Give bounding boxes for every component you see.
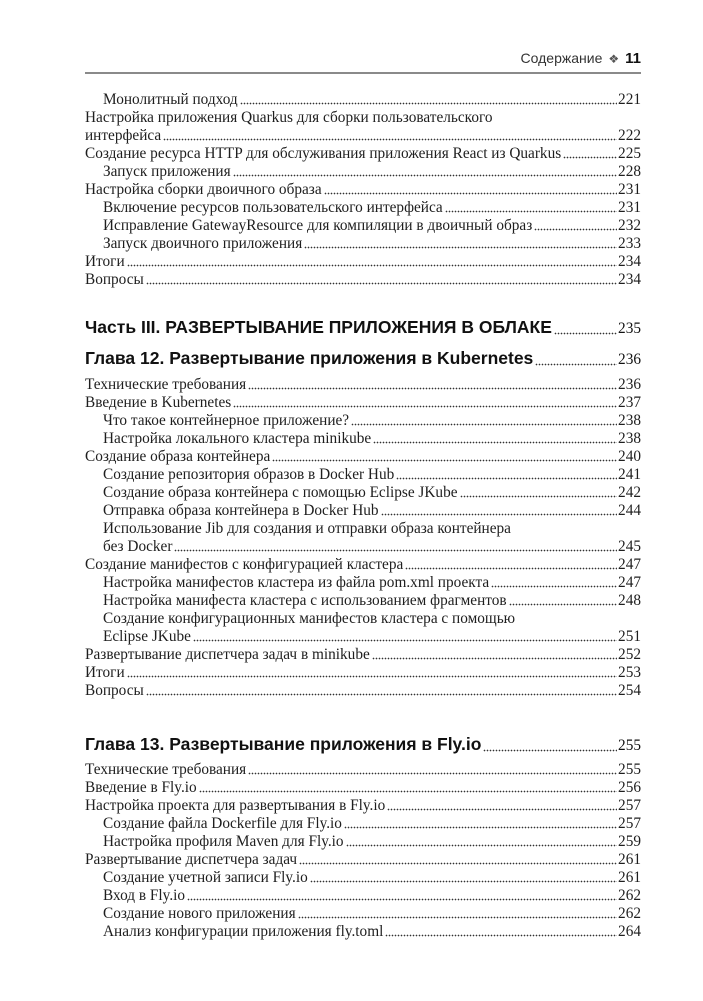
- dot-leader: [445, 209, 617, 213]
- toc-entry-text: Создание конфигурационных манифестов кластера с помощью: [103, 610, 516, 627]
- page-number: 11: [625, 50, 641, 67]
- toc-entry[interactable]: [85, 448, 641, 466]
- dot-leader: [248, 386, 617, 390]
- toc-entry-page: 252: [618, 646, 641, 663]
- dot-leader: [298, 915, 617, 919]
- chapter-13-entries: [85, 761, 641, 941]
- toc-entry[interactable]: [85, 271, 641, 289]
- toc-entry-page: 247: [618, 574, 641, 591]
- toc-entry-text: Создание образа контейнера: [85, 448, 271, 465]
- toc-entry-text: Создание манифестов с конфигурацией кластера: [85, 556, 404, 573]
- toc-entry[interactable]: [85, 779, 641, 797]
- toc-entry[interactable]: [85, 646, 641, 664]
- chapter-title: Глава 13. Развертывание приложения в Fly.io: [85, 734, 482, 754]
- toc-entry-line: [85, 520, 641, 538]
- part-3-heading-block: [85, 315, 641, 339]
- toc-entry-line: [85, 412, 641, 430]
- dot-leader: [509, 602, 617, 606]
- part-heading[interactable]: [85, 315, 641, 339]
- toc-entry[interactable]: [85, 815, 641, 833]
- toc-entry-page: 247: [618, 556, 641, 573]
- toc-entry-page: 238: [618, 412, 641, 429]
- dot-leader: [385, 933, 617, 937]
- toc-entry-line: [85, 448, 641, 466]
- chapter-title: Глава 12. Развертывание приложения в Kubernetes: [85, 348, 534, 368]
- chapter-heading[interactable]: [85, 346, 641, 370]
- toc-entry[interactable]: [85, 761, 641, 779]
- toc-entry-text-continued: без Docker: [103, 538, 173, 555]
- dot-leader: [233, 173, 617, 177]
- toc-entry-line: [85, 127, 641, 145]
- toc-entry-line: [85, 646, 641, 664]
- toc-entry-text: Исправление GatewayResource для компиляции в двоичный образ: [103, 217, 533, 234]
- toc-entry-page: 240: [618, 448, 641, 465]
- dot-leader: [563, 155, 617, 159]
- dot-leader: [248, 771, 617, 775]
- toc-entry-line: [85, 109, 641, 127]
- toc-entry-line: [85, 91, 641, 109]
- toc-entry[interactable]: [85, 664, 641, 682]
- toc-entry-text: Введение в Kubernetes: [85, 394, 232, 411]
- toc-entry-line: [85, 628, 641, 646]
- toc-entry-line: [85, 235, 641, 253]
- toc-entry-page: 236: [618, 376, 641, 393]
- toc-entry-page: 242: [618, 484, 641, 501]
- toc-entry-line: [85, 779, 641, 797]
- toc-entry-text: Вход в Fly.io: [103, 887, 186, 904]
- dot-leader: [491, 584, 617, 588]
- toc-entry-line: [85, 761, 641, 779]
- toc-entry-line: [85, 163, 641, 181]
- toc-entry-page: 237: [618, 394, 641, 411]
- dot-leader: [174, 548, 617, 552]
- toc-entry-line: [85, 484, 641, 502]
- toc-entry-line: [85, 610, 641, 628]
- toc-entry[interactable]: [85, 394, 641, 412]
- dot-leader: [534, 227, 617, 231]
- toc-entry-line: [85, 869, 641, 887]
- dot-leader: [272, 458, 617, 462]
- toc-entry-line: [85, 145, 641, 163]
- dot-leader: [127, 674, 617, 678]
- toc-entry-page: 259: [618, 833, 641, 850]
- toc-entry-page: 256: [618, 779, 641, 796]
- toc-entry-line: [85, 217, 641, 235]
- toc-entry[interactable]: [85, 109, 641, 145]
- toc-entry[interactable]: [85, 235, 641, 253]
- toc-entry[interactable]: [85, 869, 641, 887]
- dot-leader: [387, 807, 617, 811]
- toc-entry-page: 233: [618, 235, 641, 252]
- dot-leader: [372, 656, 617, 660]
- running-header: [85, 50, 641, 67]
- toc-entry-line: [85, 376, 641, 394]
- toc-entry-line: [85, 682, 641, 700]
- toc-entry-text: Создание нового приложения: [103, 905, 296, 922]
- toc-entry[interactable]: [85, 610, 641, 646]
- toc-entry-text: Создание ресурса HTTP для обслуживания приложения React из Quarkus: [85, 145, 562, 162]
- part-title: Часть III. РАЗВЕРТЫВАНИЕ ПРИЛОЖЕНИЯ В ОБЛАКЕ: [85, 317, 552, 337]
- toc-entry[interactable]: [85, 887, 641, 905]
- toc-entry[interactable]: [85, 851, 641, 869]
- toc-entry-text: Создание образа контейнера с помощью Eclipse JKube: [103, 484, 458, 501]
- toc-entry[interactable]: [85, 682, 641, 700]
- toc-entry[interactable]: [85, 145, 641, 163]
- toc-entry-line: [85, 887, 641, 905]
- toc-entry-page: 231: [618, 199, 641, 216]
- toc-entry-text: Технические требования: [85, 761, 247, 778]
- toc-entry-page: 225: [618, 145, 641, 162]
- toc-entry-line: [85, 664, 641, 682]
- toc-entry-page: 262: [618, 905, 641, 922]
- toc-entry[interactable]: [85, 797, 641, 815]
- toc-entry-page: 255: [618, 761, 641, 778]
- toc-entry-page: 222: [618, 127, 641, 144]
- dot-leader: [373, 440, 617, 444]
- chapter-page: 236: [618, 351, 641, 368]
- toc-entry-page: 234: [618, 253, 641, 270]
- diamond-ornament-icon: ❖: [608, 52, 620, 66]
- toc-entry-text: Что такое контейнерное приложение?: [103, 412, 350, 429]
- toc-entry-text: Итоги: [85, 253, 125, 270]
- toc-entry-line: [85, 905, 641, 923]
- toc-entry-line: [85, 502, 641, 520]
- header-rule: [85, 72, 641, 74]
- toc-entry-page: 231: [618, 181, 641, 198]
- dot-leader: [381, 512, 618, 516]
- dot-leader: [187, 897, 617, 901]
- toc-entry-line: [85, 574, 641, 592]
- chapter-13-block: [85, 732, 641, 756]
- dot-leader: [346, 843, 617, 847]
- toc-entry-text: Создание учетной записи Fly.io: [103, 869, 308, 886]
- dot-leader: [193, 638, 617, 642]
- dot-leader: [460, 494, 618, 498]
- dot-leader: [146, 692, 617, 696]
- dot-leader: [146, 281, 617, 285]
- toc-entry[interactable]: [85, 484, 641, 502]
- dot-leader: [324, 191, 617, 195]
- toc-entry-page: 238: [618, 430, 641, 447]
- toc-entry-text: Отправка образа контейнера в Docker Hub: [103, 502, 379, 519]
- toc-entry-page: 228: [618, 163, 641, 180]
- part-page: 235: [618, 320, 641, 337]
- dot-leader: [299, 861, 617, 865]
- toc-entry-page: 248: [618, 592, 641, 609]
- toc-entry-line: [85, 923, 641, 941]
- toc-entry-text: Настройка сборки двоичного образа: [85, 181, 322, 198]
- toc-entry-page: 257: [618, 815, 641, 832]
- dot-leader: [535, 362, 617, 366]
- toc-entry-text: Итоги: [85, 664, 125, 681]
- toc-entry-page: 261: [618, 869, 641, 886]
- toc-entry[interactable]: [85, 905, 641, 923]
- toc-entry-text: Анализ конфигурации приложения fly.toml: [103, 923, 384, 940]
- toc-entry-text: Использование Jib для создания и отправки образа контейнера: [103, 520, 511, 537]
- toc-entry-text: Технические требования: [85, 376, 247, 393]
- toc-entry-text-continued: Eclipse JKube: [103, 628, 191, 645]
- toc-entry-line: [85, 538, 641, 556]
- dot-leader: [344, 825, 617, 829]
- toc-entry-text: Настройка приложения Quarkus для сборки пользовательского: [85, 109, 493, 126]
- dot-leader: [554, 331, 617, 335]
- dot-leader: [199, 789, 617, 793]
- toc-entry[interactable]: [85, 253, 641, 271]
- toc-entry[interactable]: [85, 217, 641, 235]
- toc-entry-text: Запуск двоичного приложения: [103, 235, 303, 252]
- chapter-heading[interactable]: [85, 732, 641, 756]
- toc-entry[interactable]: [85, 833, 641, 851]
- toc-entry-text: Вопросы: [85, 682, 144, 699]
- toc-entry[interactable]: [85, 520, 641, 556]
- toc-entry[interactable]: [85, 574, 641, 592]
- toc-entry-text: Настройка проекта для развертывания в Fly.io: [85, 797, 386, 814]
- toc-entry[interactable]: [85, 412, 641, 430]
- toc-entry-line: [85, 430, 641, 448]
- toc-entry-line: [85, 181, 641, 199]
- toc-entry-line: [85, 815, 641, 833]
- dot-leader: [127, 263, 617, 267]
- toc-entry-line: [85, 253, 641, 271]
- toc-entry-page: 241: [618, 466, 641, 483]
- toc-entry-text: Монолитный подход: [103, 91, 238, 108]
- toc-entry-page: 254: [618, 682, 641, 699]
- toc-entry-line: [85, 797, 641, 815]
- toc-entry[interactable]: [85, 502, 641, 520]
- toc-entry-text: Настройка манифестов кластера из файла pom.xml проекта: [103, 574, 490, 591]
- toc-entry-text: Настройка манифеста кластера с использованием фрагментов: [103, 592, 507, 609]
- dot-leader: [240, 101, 617, 105]
- toc-entry-page: 251: [618, 628, 641, 645]
- toc-entry[interactable]: [85, 466, 641, 484]
- toc-entry[interactable]: [85, 181, 641, 199]
- toc-entry-page: 232: [618, 217, 641, 234]
- toc-entry-page: 221: [618, 91, 641, 108]
- toc-section-top: [85, 91, 641, 289]
- toc-entry-line: [85, 592, 641, 610]
- toc-entry-page: 264: [618, 923, 641, 940]
- dot-leader: [233, 404, 617, 408]
- dot-leader: [405, 566, 617, 570]
- toc-entry[interactable]: [85, 592, 641, 610]
- toc-entry[interactable]: [85, 199, 641, 217]
- toc-entry-line: [85, 394, 641, 412]
- toc-entry-page: 261: [618, 851, 641, 868]
- toc-entry-text: Развертывание диспетчера задач: [85, 851, 298, 868]
- toc-entry-page: 253: [618, 664, 641, 681]
- toc-entry[interactable]: [85, 556, 641, 574]
- dot-leader: [310, 879, 617, 883]
- toc-entry-text: Создание файла Dockerfile для Fly.io: [103, 815, 342, 832]
- toc-entry[interactable]: [85, 163, 641, 181]
- chapter-page: 255: [618, 737, 641, 754]
- toc-entry-text: Включение ресурсов пользовательского интерфейса: [103, 199, 443, 216]
- toc-entry-line: [85, 466, 641, 484]
- toc-entry[interactable]: [85, 430, 641, 448]
- toc-entry-text: Развертывание диспетчера задач в minikube: [85, 646, 370, 663]
- dot-leader: [483, 748, 617, 752]
- toc-entry-text: Создание репозитория образов в Docker Hub: [103, 466, 395, 483]
- toc-entry-text: Настройка профиля Maven для Fly.io: [103, 833, 344, 850]
- toc-entry-line: [85, 833, 641, 851]
- chapter-12-entries: [85, 376, 641, 700]
- toc-entry[interactable]: [85, 91, 641, 109]
- toc-entry-page: 234: [618, 271, 641, 288]
- toc-entry-line: [85, 271, 641, 289]
- toc-entry-line: [85, 199, 641, 217]
- toc-entry-text-continued: интерфейса: [85, 127, 162, 144]
- toc-entry-text: Настройка локального кластера minikube: [103, 430, 372, 447]
- dot-leader: [351, 422, 617, 426]
- toc-entry-page: 245: [618, 538, 641, 555]
- dot-leader: [304, 245, 617, 249]
- toc-entry-page: 257: [618, 797, 641, 814]
- dot-leader: [396, 476, 617, 480]
- toc-entry-line: [85, 851, 641, 869]
- toc-entry[interactable]: [85, 923, 641, 941]
- toc-entry-text: Запуск приложения: [103, 163, 231, 180]
- header-title: Содержание: [520, 50, 603, 66]
- toc-entry-page: 244: [618, 502, 641, 519]
- toc-entry-page: 262: [618, 887, 641, 904]
- toc-entry-text: Введение в Fly.io: [85, 779, 197, 796]
- chapter-12-block: [85, 346, 641, 370]
- dot-leader: [163, 137, 617, 141]
- toc-entry-text: Вопросы: [85, 271, 144, 288]
- toc-entry[interactable]: [85, 376, 641, 394]
- toc-entry-line: [85, 556, 641, 574]
